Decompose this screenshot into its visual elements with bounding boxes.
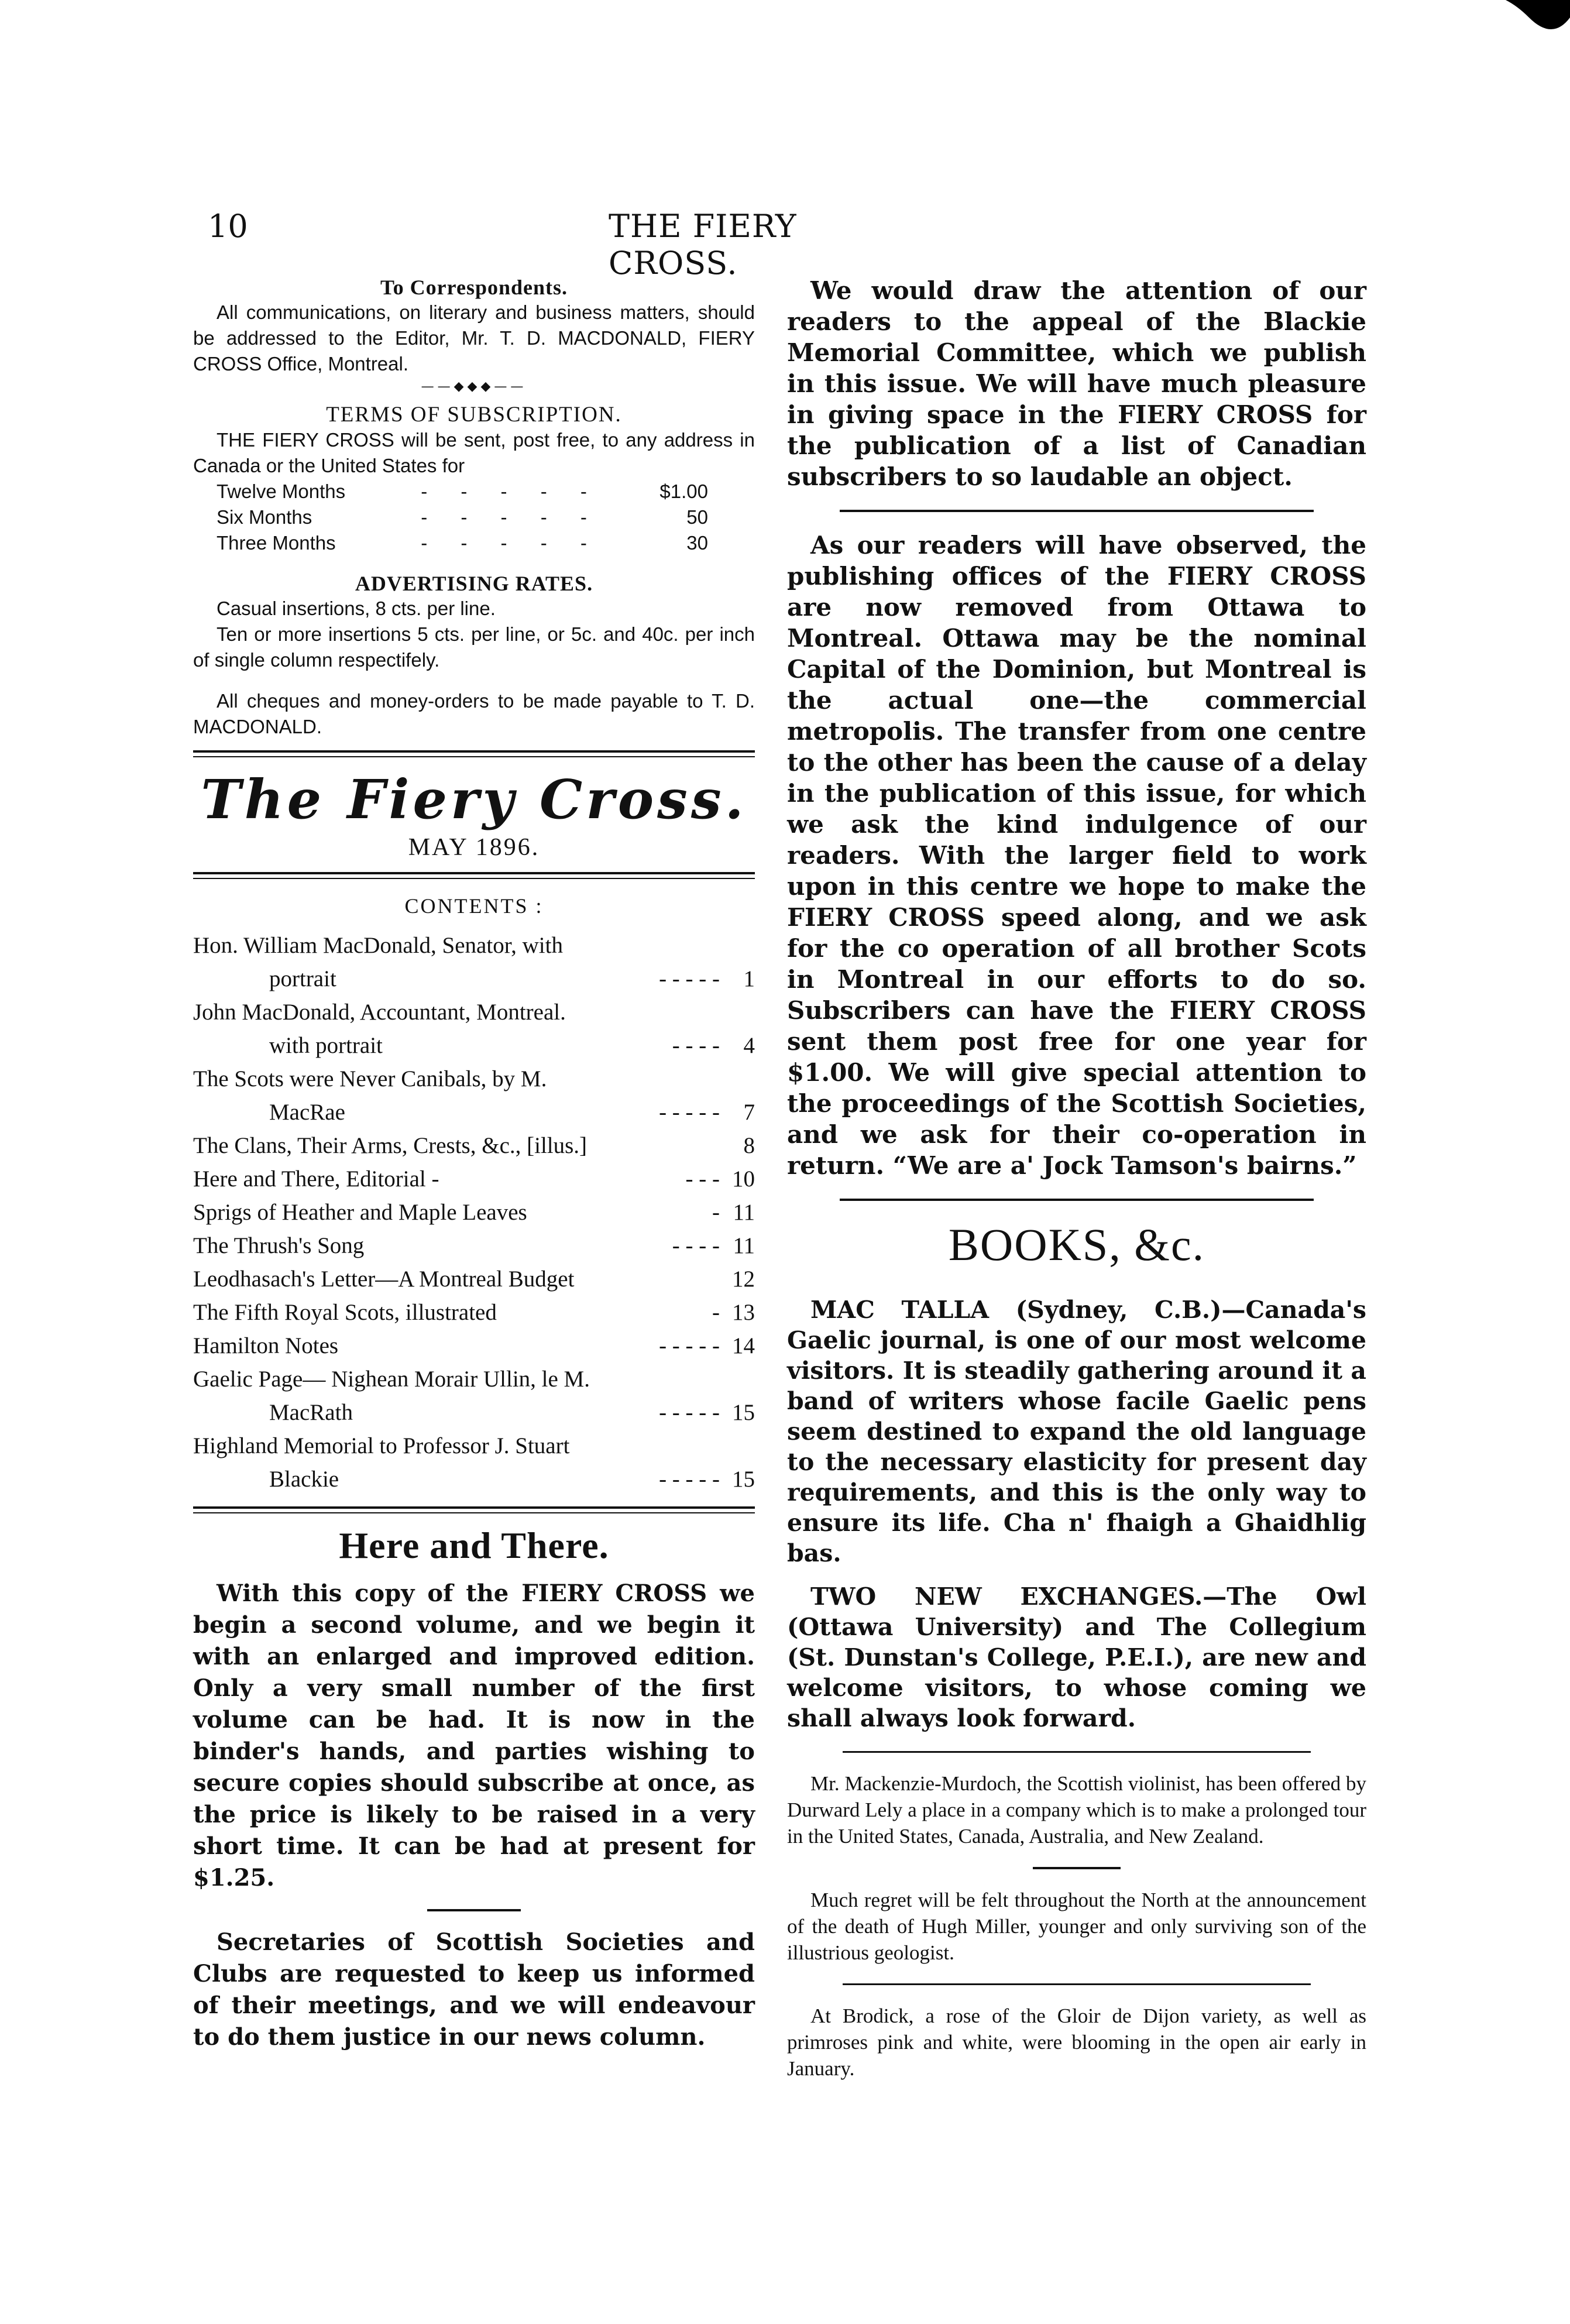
contents-item bbox=[193, 1262, 755, 1296]
contents-item bbox=[193, 1362, 755, 1396]
subscription-price: 50 bbox=[686, 506, 708, 528]
cheques-note: All cheques and money-orders to be made payable to T. D. MACDONALD. bbox=[193, 690, 755, 737]
short-rule bbox=[1033, 1867, 1121, 1869]
column-rule bbox=[840, 510, 1314, 512]
correspondents-heading: To Correspondents. bbox=[380, 276, 568, 299]
contents-item bbox=[193, 1196, 755, 1229]
contents-item-title: The Fifth Royal Scots, illustrated bbox=[193, 1300, 497, 1325]
contents-item-title: The Clans, Their Arms, Crests, &c., [illus.] bbox=[193, 1133, 588, 1158]
masthead-date: MAY 1896. bbox=[408, 834, 540, 861]
right-column bbox=[787, 275, 1366, 2082]
subscription-text: THE FIERY CROSS will be sent, post free, to any address in Canada or the United States for bbox=[193, 429, 755, 476]
contents-item-title: Here and There, Editorial - bbox=[193, 1166, 439, 1192]
subscription-price: $1.00 bbox=[659, 480, 708, 502]
subscription-dots: - - - - - bbox=[421, 480, 601, 502]
contents-item bbox=[193, 1129, 755, 1162]
advertising-line-2: Ten or more insertions 5 cts. per line, or 5c. and 40c. per inch of single column respectifely. bbox=[193, 623, 755, 671]
column-rule bbox=[843, 1751, 1311, 1753]
blackie-memorial-para: We would draw the attention of our readers to the appeal of the Blackie Memorial Committee, which we publish in this issue. We will have much pleasure in giving space in the FIERY CROSS for the publication of a list of Canadian subscribers to so laudable an object. bbox=[787, 276, 1366, 491]
column-rule bbox=[840, 1199, 1314, 1201]
contents-item-page: 15 bbox=[732, 1467, 755, 1492]
contents-item-title: The Scots were Never Canibals, by M. bbox=[193, 1066, 547, 1091]
contents-item-page: 15 bbox=[732, 1400, 755, 1425]
contents-item-continued bbox=[193, 1396, 755, 1429]
advertising-heading: ADVERTISING RATES. bbox=[355, 572, 593, 595]
contents-item-dots: - - - - - bbox=[659, 966, 720, 991]
contents-item-dots: - - - bbox=[685, 1166, 720, 1192]
subscription-dots: - - - - - bbox=[421, 532, 601, 554]
column-rule bbox=[843, 1983, 1311, 1985]
contents-item-page: 1 bbox=[743, 966, 755, 991]
new-exchanges-para: TWO NEW EXCHANGES.—The Owl (Ottawa University) and The Collegium (St. Dunstan's College, P.E.I.), are new and welcome visitors, to whose coming we shall always look forward. bbox=[787, 1582, 1366, 1732]
short-rule bbox=[427, 1909, 521, 1911]
contents-item-continued bbox=[193, 962, 755, 995]
contents-item-title: John MacDonald, Accountant, Montreal. bbox=[193, 1000, 566, 1025]
contents-item-cont: Blackie bbox=[269, 1467, 339, 1492]
contents-item-page: 13 bbox=[732, 1300, 755, 1325]
page-header bbox=[208, 208, 927, 282]
contents-item-dots: - - - - - bbox=[659, 1400, 720, 1425]
contents-item-continued bbox=[193, 1029, 755, 1062]
contents-item bbox=[193, 1296, 755, 1329]
masthead-title: The Fiery Cross. bbox=[201, 768, 747, 831]
contents-item-page: 7 bbox=[743, 1100, 755, 1125]
running-title: THE FIERY CROSS. bbox=[609, 208, 797, 282]
subscription-row bbox=[217, 504, 708, 530]
contents-item-cont: MacRath bbox=[269, 1400, 353, 1425]
contents-item-page: 11 bbox=[733, 1233, 755, 1258]
contents-item-cont: MacRae bbox=[269, 1100, 345, 1125]
contents-item-page: 11 bbox=[733, 1200, 755, 1225]
contents-item-page: 4 bbox=[743, 1033, 755, 1058]
contents-item bbox=[193, 1329, 755, 1362]
contents-item-dots: - - - - - bbox=[659, 1467, 720, 1492]
here-and-there-para-2: Secretaries of Scottish Societies and Clubs are requested to keep us informed of their meetings, and we will endeavour to do them justice in our news column. bbox=[193, 1928, 755, 2051]
subscription-term: Six Months bbox=[217, 506, 312, 528]
subscription-term: Twelve Months bbox=[217, 480, 346, 502]
subscription-heading: TERMS OF SUBSCRIPTION. bbox=[326, 403, 622, 427]
contents-item-cont: portrait bbox=[269, 966, 336, 991]
contents-item-title: Gaelic Page— Nighean Morair Ullin, le M. bbox=[193, 1367, 590, 1392]
contents-item bbox=[193, 929, 755, 962]
subscription-row bbox=[217, 530, 708, 556]
contents-item-title: Hon. William MacDonald, Senator, with bbox=[193, 933, 563, 958]
here-and-there-para-1: With this copy of the FIERY CROSS we begin a second volume, and we begin it with an enlarged and improved edition. Only a very small number of the first volume can be had. It is now in the binder's hands, and parties wishing to secure copies should subscribe at once, as the price is likely to be raised in a very short time. It can be had at present for $1.25. bbox=[193, 1580, 755, 1892]
contents-item-title: Hamilton Notes bbox=[193, 1333, 339, 1358]
ornament-divider: ——◆◆◆—— bbox=[421, 379, 527, 394]
offices-removed-para: As our readers will have observed, the publishing offices of the FIERY CROSS are now removed from Ottawa to Montreal. Ottawa may be the nominal Capital of the Dominion, but Montreal is the actual one—the commercial metropolis. The transfer from one centre to the other has been the cause of a delay in the publication of this issue, for which we ask the kind indulgence of our readers. With the larger field to work upon in this centre we hope to make the FIERY CROSS speed along, and we ask for the co operation of all brother Scots in Montreal in our efforts to do so. Subscribers can have the FIERY CROSS sent them post free for one year for $1.00. We will give special attention to the proceedings of the Scottish Societies, and we ask for their co-operation in return. “We are a' Jock Tamson's bairns.” bbox=[787, 531, 1366, 1180]
contents-item bbox=[193, 1229, 755, 1262]
contents-item-continued bbox=[193, 1096, 755, 1129]
books-heading: BOOKS, &c. bbox=[948, 1219, 1205, 1270]
contents-heading: CONTENTS : bbox=[404, 894, 544, 918]
contents-item bbox=[193, 1429, 755, 1463]
contents-item-page: 12 bbox=[732, 1266, 755, 1292]
subscription-price: 30 bbox=[686, 532, 708, 554]
contents-item-continued bbox=[193, 1463, 755, 1496]
contents-item-dots: - - - - bbox=[672, 1233, 720, 1258]
subscription-dots: - - - - - bbox=[421, 506, 601, 528]
contents-item-title: Sprigs of Heather and Maple Leaves bbox=[193, 1200, 527, 1225]
subscription-table bbox=[217, 479, 708, 556]
hugh-miller-note: Much regret will be felt throughout the North at the announcement of the death of Hugh Miller, younger and only surviving son of the illustrious geologist. bbox=[787, 1889, 1366, 1964]
brodick-rose-note: At Brodick, a rose of the Gloir de Dijon variety, as well as primroses pink and white, were blooming in the open air early in January. bbox=[787, 2004, 1366, 2080]
ink-blot-decoration bbox=[1506, 0, 1570, 41]
mac-talla-para: MAC TALLA (Sydney, C.B.)—Canada's Gaelic journal, is one of our most welcome visitors. It is steadily gathering around it a band of writers whose facile Gaelic pens seem destined to expand the old language to the necessary elasticity for present day requirements, and this is the only way to ensure its life. Cha n' fhaigh a Ghaidhlig bas. bbox=[787, 1296, 1366, 1567]
contents-item bbox=[193, 1162, 755, 1196]
contents-item bbox=[193, 1062, 755, 1096]
double-rule bbox=[193, 750, 755, 757]
violinist-note: Mr. Mackenzie-Murdoch, the Scottish violinist, has been offered by Durward Lely a place in a company which is to make a prolonged tour in the United States, Canada, Australia, and New Zealand. bbox=[787, 1772, 1366, 1848]
advertising-line-1: Casual insertions, 8 cts. per line. bbox=[217, 598, 496, 619]
contents-item-dots: - - - - - bbox=[659, 1333, 720, 1358]
subscription-term: Three Months bbox=[217, 532, 336, 554]
page-number: 10 bbox=[208, 208, 248, 245]
contents-item-title: Leodhasach's Letter—A Montreal Budget bbox=[193, 1266, 575, 1292]
contents-item-title: The Thrush's Song bbox=[193, 1233, 365, 1258]
contents-item-dots: - bbox=[712, 1300, 720, 1325]
contents-item-dots: - bbox=[712, 1200, 720, 1225]
correspondents-text: All communications, on literary and business matters, should be addressed to the Editor, Mr. T. D. MACDONALD, FIERY CROSS Office, Montreal. bbox=[193, 301, 755, 375]
contents-item-dots: - - - - - bbox=[659, 1100, 720, 1125]
contents-item-page: 14 bbox=[732, 1333, 755, 1358]
contents-item bbox=[193, 995, 755, 1029]
double-rule bbox=[193, 1506, 755, 1513]
contents-item-dots: - - - - bbox=[672, 1033, 720, 1058]
contents-list bbox=[193, 890, 755, 1496]
contents-item-cont: with portrait bbox=[269, 1033, 383, 1058]
contents-item-title: Highland Memorial to Professor J. Stuart bbox=[193, 1433, 570, 1458]
here-and-there-title: Here and There. bbox=[339, 1525, 609, 1566]
contents-item-page: 8 bbox=[743, 1133, 755, 1158]
double-rule bbox=[193, 872, 755, 879]
contents-item-page: 10 bbox=[732, 1166, 755, 1192]
subscription-row bbox=[217, 479, 708, 504]
left-column bbox=[193, 275, 755, 2053]
